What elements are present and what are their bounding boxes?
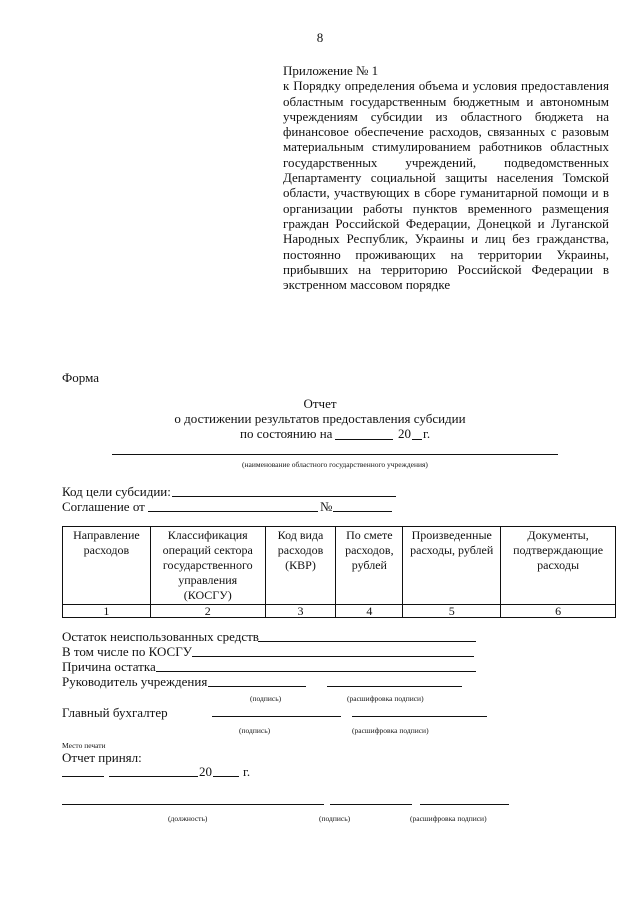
number-sign: № — [320, 499, 333, 514]
position-caption: (должность) — [168, 814, 208, 823]
year-blank[interactable] — [412, 439, 422, 440]
appendix-block — [283, 63, 609, 292]
accepted-decode-line[interactable] — [420, 804, 509, 805]
stamp-place: Место печати — [62, 741, 106, 750]
date-year: 20 — [398, 426, 411, 441]
report-subtitle: о достижении результатов предоставления субсидии — [174, 411, 466, 426]
accepted-signature-caption: (подпись) — [319, 814, 351, 823]
col-number: 2 — [150, 605, 265, 618]
accountant-signature-line[interactable] — [212, 716, 341, 717]
date-blank[interactable] — [335, 439, 393, 440]
accepted-decode-caption: (расшифровка подписи) — [410, 814, 487, 823]
goal-code-label: Код цели субсидии: — [62, 484, 171, 499]
col-number: 4 — [336, 605, 403, 618]
col-number: 5 — [403, 605, 501, 618]
institution-caption: (наименование областного государственного учреждения) — [242, 460, 428, 469]
accepted-year: 20 — [199, 764, 212, 779]
remaining-label: Остаток неиспользованных средств — [62, 629, 259, 644]
appendix-text: к Порядку определения объема и условия предоставления областным государственным бюджетным и автономным учреждениям субсидии из областного бюджета на финансовое обеспечение расходов, связанных с разовым материальным стимулированием работников областных государственных учреждений, подведомственных Департаменту социальной защиты населения Томской области, участвующих в сборе гуманитарной помощи и в организации работы пунктов временного размещения граждан Российской Федерации, Донецкой и Луганской Народных Республик, Украины и лиц без гражданства, постоянно проживающих на территории Украины, прибывших на территорию Российской Федерации в экстренном массовом порядке — [283, 78, 609, 293]
header-kvr: Код вида расходов (КВР) — [265, 527, 336, 605]
date-prefix: по состоянию на — [240, 426, 333, 441]
institution-line[interactable] — [112, 454, 558, 455]
header-estimate: По смете расходов, рублей — [336, 527, 403, 605]
accountant-decode-caption: (расшифровка подписи) — [352, 726, 429, 735]
head-label: Руководитель учреждения — [62, 674, 208, 689]
header-documents: Документы, подтверждающие расходы — [501, 527, 616, 605]
accountant-decode-line[interactable] — [352, 716, 487, 717]
kosgu-label: В том числе по КОСГУ — [62, 644, 192, 659]
accepted-year-suffix: г. — [243, 764, 251, 779]
accountant-signature-caption: (подпись) — [239, 726, 271, 735]
accountant-label: Главный бухгалтер — [62, 705, 168, 720]
report-title: Отчет — [303, 396, 337, 411]
head-signature-line[interactable] — [208, 686, 306, 687]
reason-label: Причина остатка — [62, 659, 156, 674]
accepted-label: Отчет принял: — [62, 750, 142, 765]
col-number: 1 — [63, 605, 151, 618]
goal-code-line[interactable] — [172, 496, 396, 497]
accepted-month-line[interactable] — [109, 776, 198, 777]
head-decode-caption: (расшифровка подписи) — [347, 694, 424, 703]
agreement-number-line[interactable] — [333, 511, 392, 512]
agreement-date-line[interactable] — [148, 511, 318, 512]
accepted-signature-line[interactable] — [330, 804, 412, 805]
head-signature-caption: (подпись) — [250, 694, 282, 703]
header-kosgu: Классификация операций сектора государственного управления (КОСГУ) — [150, 527, 265, 605]
head-decode-line[interactable] — [327, 686, 462, 687]
remaining-line[interactable] — [258, 641, 476, 642]
reason-line[interactable] — [156, 671, 476, 672]
kosgu-line[interactable] — [192, 656, 474, 657]
position-line[interactable] — [62, 804, 324, 805]
agreement-label: Соглашение от — [62, 499, 145, 514]
appendix-title: Приложение № 1 — [283, 63, 379, 78]
form-label: Форма — [62, 370, 99, 385]
page-number: 8 — [316, 30, 324, 45]
accepted-year-line[interactable] — [213, 776, 239, 777]
header-spent: Произведенные расходы, рублей — [403, 527, 501, 605]
header-direction: Направление расходов — [63, 527, 151, 605]
col-number: 6 — [501, 605, 616, 618]
accepted-day-line[interactable] — [62, 776, 104, 777]
date-suffix: г. — [423, 426, 431, 441]
expenses-table — [62, 526, 616, 618]
col-number: 3 — [265, 605, 336, 618]
